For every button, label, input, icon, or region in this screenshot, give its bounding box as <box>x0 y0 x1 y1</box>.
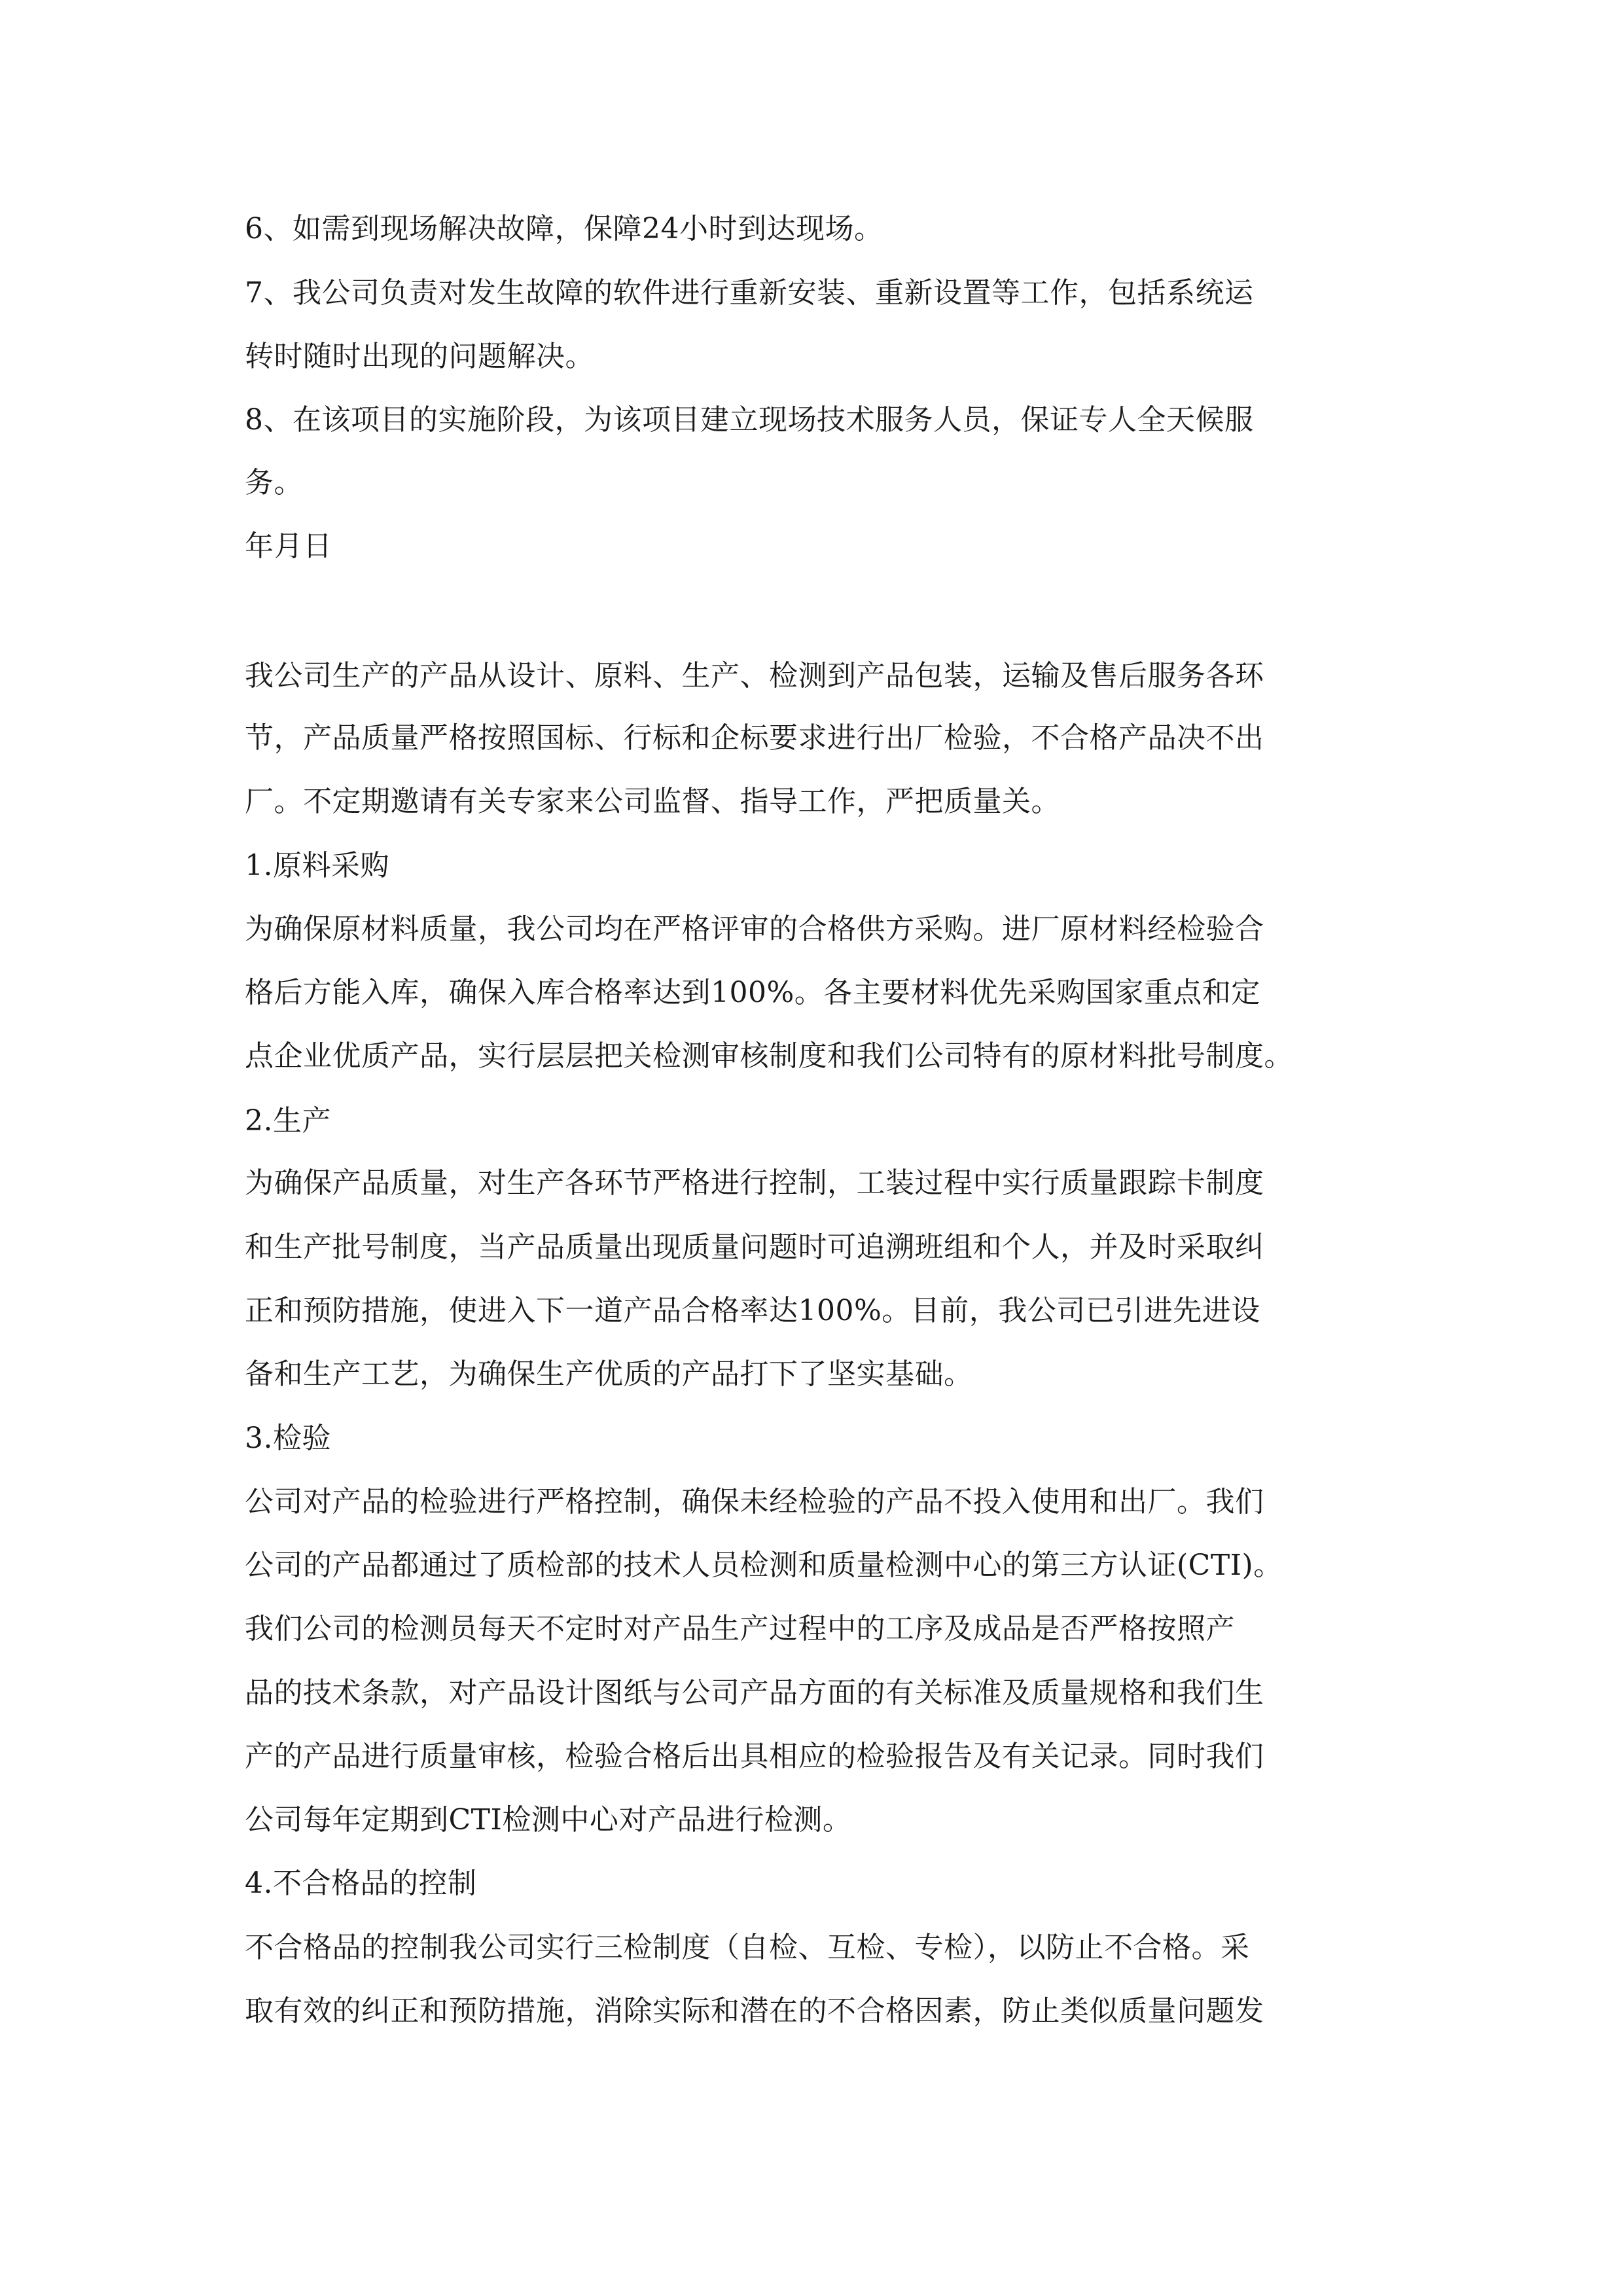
text-line: 点企业优质产品，实行层层把关检测审核制度和我们公司特有的原材料批号制度。 <box>245 1039 1293 1073</box>
text-line: 格后方能入库，确保入库合格率达到100%。各主要材料优先采购国家重点和定 <box>245 976 1260 1009</box>
text-line: 产的产品进行质量审核，检验合格后出具相应的检验报告及有关记录。同时我们 <box>245 1740 1264 1773</box>
text-line: 转时随时出现的问题解决。 <box>245 340 594 373</box>
text-line: 公司每年定期到CTI检测中心对产品进行检测。 <box>245 1803 852 1837</box>
text-line: 8、在该项目的实施阶段，为该项目建立现场技术服务人员，保证专人全天候服 <box>245 403 1254 437</box>
text-line: 务。 <box>245 466 303 499</box>
text-line: 我们公司的检测员每天不定时对产品生产过程中的工序及成品是否严格按照产 <box>245 1612 1235 1645</box>
text-line: 年月日 <box>245 529 332 563</box>
text-line: 7、我公司负责对发生故障的软件进行重新安装、重新设置等工作，包括系统运 <box>245 276 1254 310</box>
text-line: 我公司生产的产品从设计、原料、生产、检测到产品包装，运输及售后服务各环 <box>245 659 1264 692</box>
section-heading: 4.不合格品的控制 <box>245 1867 477 1900</box>
text-line: 厂。不定期邀请有关专家来公司监督、指导工作，严把质量关。 <box>245 785 1060 818</box>
text-line: 正和预防措施，使进入下一道产品合格率达100%。目前，我公司已引进先进设 <box>245 1294 1260 1327</box>
text-line: 为确保原材料质量，我公司均在严格评审的合格供方采购。进厂原材料经检验合 <box>245 912 1264 946</box>
text-line: 备和生产工艺，为确保生产优质的产品打下了坚实基础。 <box>245 1357 973 1391</box>
text-line: 公司对产品的检验进行严格控制，确保未经检验的产品不投入使用和出厂。我们 <box>245 1485 1264 1518</box>
text-line: 不合格品的控制我公司实行三检制度（自检、互检、专检），以防止不合格。采 <box>245 1931 1250 1964</box>
section-heading: 2.生产 <box>245 1104 331 1138</box>
text-line: 品的技术条款，对产品设计图纸与公司产品方面的有关标准及质量规格和我们生 <box>245 1676 1264 1710</box>
text-line: 取有效的纠正和预防措施，消除实际和潜在的不合格因素，防止类似质量问题发 <box>245 1994 1264 2028</box>
text-line: 为确保产品质量，对生产各环节严格进行控制，工装过程中实行质量跟踪卡制度 <box>245 1166 1264 1200</box>
section-heading: 1.原料采购 <box>245 849 389 882</box>
text-line: 节，产品质量严格按照国标、行标和企标要求进行出厂检验，不合格产品决不出 <box>245 721 1264 755</box>
text-line: 和生产批号制度，当产品质量出现质量问题时可追溯班组和个人，并及时采取纠 <box>245 1230 1264 1264</box>
text-line: 6、如需到现场解决故障，保障24小时到达现场。 <box>245 212 883 245</box>
text-line: 公司的产品都通过了质检部的技术人员检测和质量检测中心的第三方认证(CTI)。 <box>245 1549 1283 1582</box>
section-heading: 3.检验 <box>245 1422 331 1455</box>
